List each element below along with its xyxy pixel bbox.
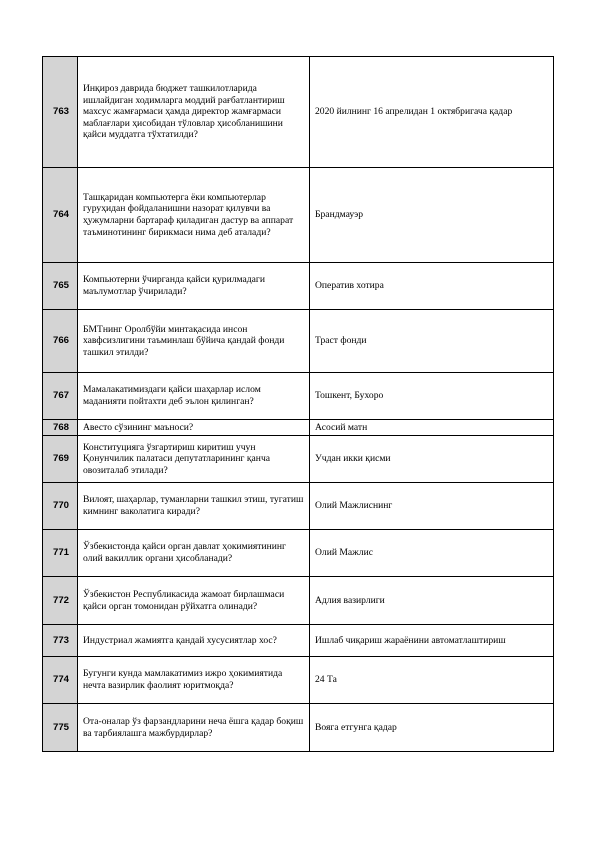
question-number: 771	[43, 530, 78, 577]
table-row	[43, 704, 554, 752]
question-text: БМТнинг Оролбўйи минтақасида инсон хавфсизлигини таъминлаш бўйича қандай фонди ташкил этилди?	[78, 310, 310, 373]
question-number: 766	[43, 310, 78, 373]
answer-text: Оператив хотира	[310, 263, 554, 310]
table-row	[43, 168, 554, 263]
answer-text: 24 Та	[310, 657, 554, 704]
question-text: Ота-оналар ўз фарзандларини неча ёшга қадар боқиш ва тарбиялашга мажбурдирлар?	[78, 704, 310, 752]
qa-table	[42, 56, 554, 752]
question-text: Вилоят, шаҳарлар, туманларни ташкил этиш, тугатиш кимнинг ваколатига киради?	[78, 483, 310, 530]
question-text: Авесто сўзининг маъноси?	[78, 420, 310, 436]
question-text: Индустриал жамиятга қандай хусусиятлар хос?	[78, 625, 310, 657]
answer-text: Вояга етгунга қадар	[310, 704, 554, 752]
question-number: 775	[43, 704, 78, 752]
question-text: Ўзбекистонда қайси орган давлат ҳокимиятининг олий вакиллик органи ҳисобланади?	[78, 530, 310, 577]
answer-text: Брандмауэр	[310, 168, 554, 263]
answer-text: Адлия вазирлиги	[310, 577, 554, 625]
question-number: 768	[43, 420, 78, 436]
question-text: Мамалакатимиздаги қайси шаҳарлар ислом маданияти пойтахти деб эълон қилинган?	[78, 373, 310, 420]
question-number: 774	[43, 657, 78, 704]
table-row	[43, 310, 554, 373]
question-number: 767	[43, 373, 78, 420]
question-number: 770	[43, 483, 78, 530]
question-number: 763	[43, 57, 78, 168]
answer-text: Асосий матн	[310, 420, 554, 436]
table-row	[43, 436, 554, 483]
table-row	[43, 483, 554, 530]
answer-text: 2020 йилнинг 16 апрелидан 1 октябригача қадар	[310, 57, 554, 168]
question-text: Инқироз даврида бюджет ташкилотларида ишлайдиган ходимларга моддий рағбатлантириш махсус жамғармаси ҳамда директор жамғармаси маблағлари ҳисобидан тўловлар ҳисобланишини қайси муддатга тўхтатилди?	[78, 57, 310, 168]
table-row	[43, 420, 554, 436]
answer-text: Ишлаб чиқариш жараёнини автоматлаштириш	[310, 625, 554, 657]
table-row	[43, 263, 554, 310]
qa-table-body	[43, 57, 554, 752]
table-row	[43, 373, 554, 420]
question-text: Конституцияга ўзгартириш киритиш учун Қонунчилик палатаси депутатларининг қанча овозиталаб этилади?	[78, 436, 310, 483]
question-number: 764	[43, 168, 78, 263]
question-number: 769	[43, 436, 78, 483]
question-text: Бугунги кунда мамлакатимиз ижро ҳокимиятида нечта вазирлик фаолият юритмоқда?	[78, 657, 310, 704]
table-row	[43, 577, 554, 625]
table-row	[43, 57, 554, 168]
answer-text: Тошкент, Бухоро	[310, 373, 554, 420]
table-row	[43, 657, 554, 704]
answer-text: Олий Мажлис	[310, 530, 554, 577]
table-row	[43, 530, 554, 577]
question-number: 773	[43, 625, 78, 657]
answer-text: Траст фонди	[310, 310, 554, 373]
answer-text: Олий Мажлиснинг	[310, 483, 554, 530]
question-number: 772	[43, 577, 78, 625]
table-row	[43, 625, 554, 657]
question-text: Ташқаридан компьютерга ёки компьютерлар гуруҳидан фойдаланишни назорат қилувчи ва ҳужумларни бартараф қиладиган дастур ва аппарат таъминотининг бирикмаси нима деб аталади?	[78, 168, 310, 263]
question-text: Ўзбекистон Республикасида жамоат бирлашмаси қайси орган томонидан рўйхатга олинади?	[78, 577, 310, 625]
question-text: Компьютерни ўчирганда қайси қурилмадаги маълумотлар ўчирилади?	[78, 263, 310, 310]
answer-text: Учдан икки қисми	[310, 436, 554, 483]
question-number: 765	[43, 263, 78, 310]
